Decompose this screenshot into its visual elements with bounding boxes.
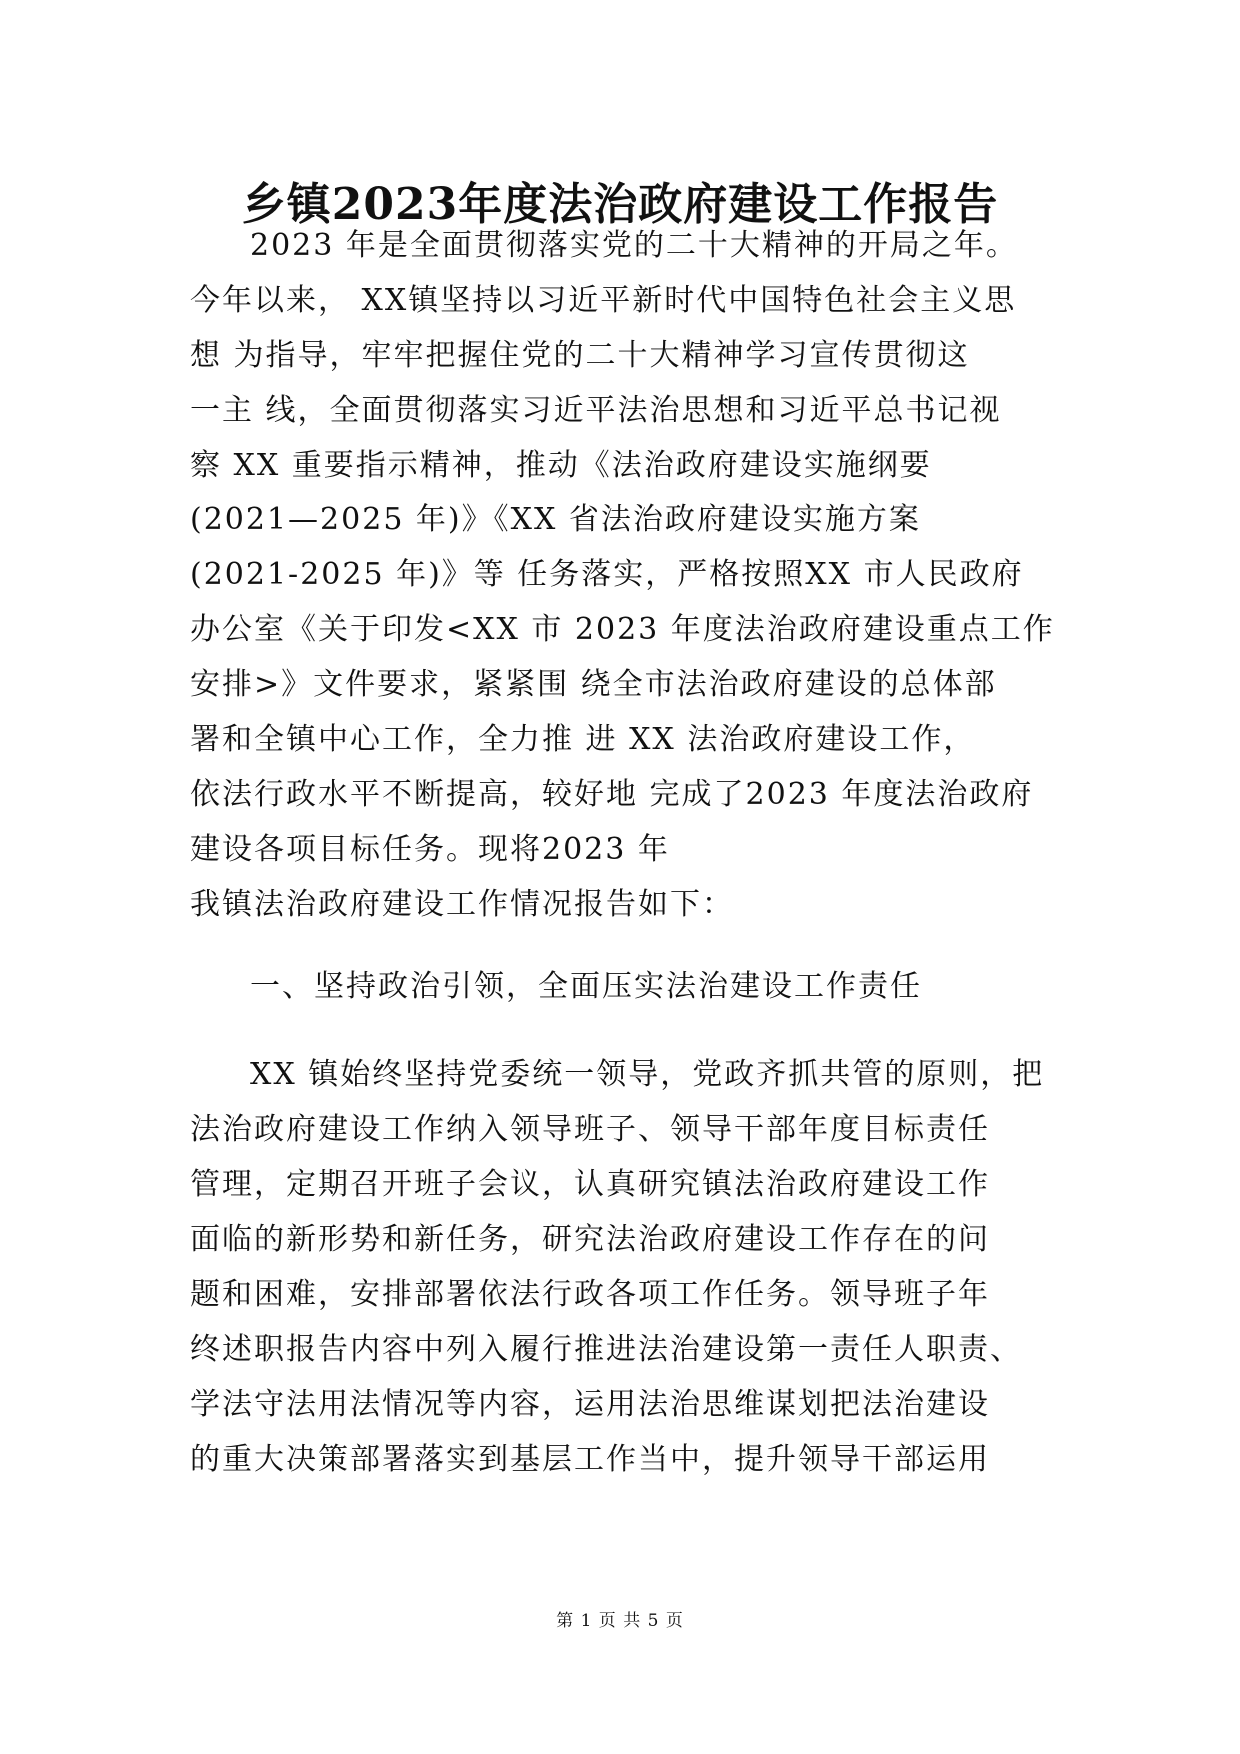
section-line: 的重大决策部署落实到基层工作当中，提升领导干部运用 xyxy=(190,1442,990,1477)
section-line: 终述职报告内容中列入履行推进法治建设第一责任人职责、 xyxy=(190,1332,1022,1367)
section-line: 学法守法用法情况等内容，运用法治思维谋划把法治建设 xyxy=(190,1387,990,1422)
section-line: 面临的新形势和新任务，研究法治政府建设工作存在的问 xyxy=(190,1222,990,1257)
page-number: 第 1 页 共 5 页 xyxy=(556,1611,684,1631)
intro-line: 署和全镇中心工作，全力推 进 XX 法治政府建设工作， xyxy=(190,722,976,757)
section-line: 管理，定期召开班子会议，认真研究镇法治政府建设工作 xyxy=(190,1167,990,1202)
document-title: 乡镇2023年度法治政府建设工作报告 xyxy=(241,179,999,230)
intro-line: 想 为指导，牢牢把握住党的二十大精神学习宣传贯彻这 xyxy=(190,338,970,373)
section-line: XX 镇始终坚持党委统一领导，党政齐抓共管的原则，把 xyxy=(250,1057,1045,1092)
intro-line: 今年以来， XX镇坚持以习近平新时代中国特色社会主义思 xyxy=(190,283,1017,318)
intro-line: (2021-2025 年)》等 任务落实，严格按照XX 市人民政府 xyxy=(190,557,1024,592)
intro-line: 依法行政水平不断提高，较好地 完成了2023 年度法治政府 xyxy=(190,777,1034,812)
intro-line: 2023 年是全面贯彻落实党的二十大精神的开局之年。 xyxy=(250,228,1018,263)
intro-line: 安排>》文件要求，紧紧围 绕全市法治政府建设的总体部 xyxy=(190,667,997,702)
intro-line: 建设各项目标任务。现将2023 年 xyxy=(190,832,670,867)
intro-line: (2021—2025 年)》《XX 省法治政府建设实施方案 xyxy=(190,502,921,537)
section-line: 题和困难，安排部署依法行政各项工作任务。领导班子年 xyxy=(190,1277,990,1312)
section-heading: 一、坚持政治引领，全面压实法治建设工作责任 xyxy=(250,969,922,1004)
intro-line: 一主 线，全面贯彻落实习近平法治思想和习近平总书记视 xyxy=(190,393,1002,428)
section-line: 法治政府建设工作纳入领导班子、领导干部年度目标责任 xyxy=(190,1112,990,1147)
intro-line: 我镇法治政府建设工作情况报告如下： xyxy=(190,887,734,922)
intro-line: 办公室《关于印发<XX 市 2023 年度法治政府建设重点工作 xyxy=(190,612,1055,647)
intro-line: 察 XX 重要指示精神，推动《法治政府建设实施纲要 xyxy=(190,448,932,483)
